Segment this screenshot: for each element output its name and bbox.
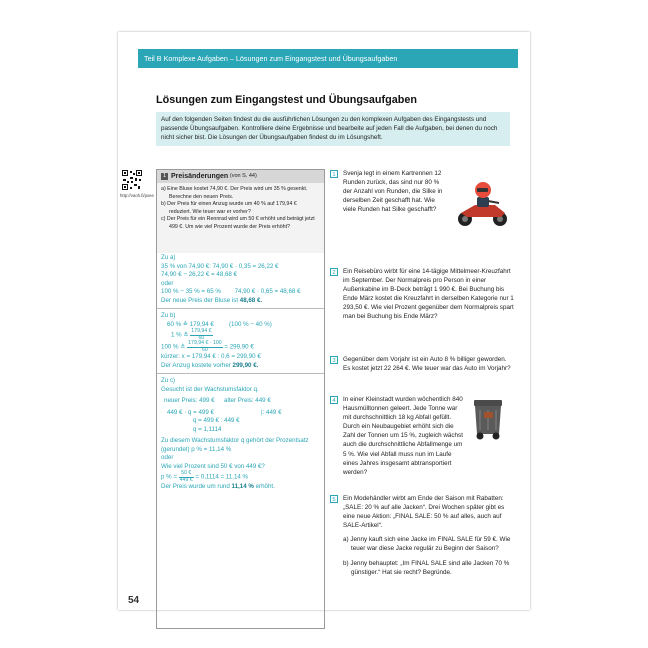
trash-bin-illustration <box>470 398 506 440</box>
answer-text: erhöht. <box>253 483 275 490</box>
solution-c-line: Gesucht ist der Wachstumsfaktor q. <box>161 385 259 393</box>
solution-box-header <box>157 170 324 183</box>
equation: 60 % ≙ 179,94 € <box>167 320 214 328</box>
solution-c-line <box>161 471 320 483</box>
qr-link[interactable]: http://vaoh.fi/pxee <box>120 193 154 198</box>
exercise-text: In einer Kleinstadt wurden wöchentlich 840 Hausmülltonnen geleert. Jede Tonne war mit durchschnittlich 18 kg Abfall gefüllt. Durch ein Neubaugebiet erhöht sich die Zahl der Tonnen um 15 %, zugleich wächst auch die durchschnittliche Abfallmenge um 5 %. Wie viel Abfall muss nun im Laufe eines Jahres insgesamt abtransportiert werden? <box>343 396 463 476</box>
page-title: Lösungen zum Eingangstest und Übungsaufgaben <box>156 94 417 106</box>
old-price: alter Preis: 449 € <box>224 397 271 404</box>
answer-text: Der neue Preis der Bluse ist <box>161 296 240 304</box>
exercise-number: 3 <box>330 356 338 364</box>
equation: 1 % ≙ <box>171 331 191 339</box>
new-price: neuer Preis: 499 € <box>164 397 215 404</box>
intro-box: Auf den folgenden Seiten findest du die ausführlichen Lösungen zu den komplexen Aufgaben des Eingangstests und passende Übungsaufgaben. Kontrolliere deine Ergebnisse und bearbeite auf jeden Fall die Aufgaben, bei denen du noch nicht sicher bist. Die Lösungen der Übungsaufgaben findest du im Lösungsheft. <box>156 112 510 146</box>
exercise-subtask-a: a) Jenny kauft sich eine Jacke im FINAL SALE für 59 €. Wie teuer war diese Jacke regulär zu Beginn der Saison? <box>343 536 511 553</box>
solution-b-line: kürzer: x = 179,94 € : 0,6 = 299,90 € <box>161 353 261 360</box>
answer-value: 11,14 % <box>231 483 254 490</box>
solution-a-line: oder <box>161 279 174 287</box>
solution-c-head: Zu c) <box>161 377 176 384</box>
solutions <box>157 254 324 492</box>
exercise-text: Ein Reisebüro wirbt für eine 14-tägige Mittelmeer-Kreuzfahrt im September. Der Normalpreis pro Person in einer Außenkabine im B-Deck beträgt 1 990 €. Bei Buchung bis Ende März kostet die Kreuzfahrt in derselben Kategorie nur 1 293,50 €. Wie viel Prozent gegenüber dem Normalpreis spart man bei Buchung bis Ende März? <box>343 268 514 321</box>
solution-c-line: Wie viel Prozent sind 50 € von 449 €? <box>161 462 265 470</box>
solution-c-line: oder <box>161 454 174 461</box>
exercise-number: 5 <box>330 495 338 503</box>
divider <box>157 308 324 309</box>
solution-c <box>157 377 324 492</box>
task-c: c) Der Preis für ein Rennrad wird um 50 € erhöht und beträgt jetzt 499 €. Um wie viel Prozent wurde der Preis erhöht? <box>161 216 315 230</box>
equation-result: = 0,1114 = 11,14 % <box>193 473 249 481</box>
solution-b-answer <box>161 362 320 371</box>
divider <box>157 373 324 374</box>
numerator: 50 € <box>179 471 194 478</box>
fraction <box>179 471 194 483</box>
solution-a-answer <box>161 297 320 306</box>
exercise-number: 2 <box>330 268 338 276</box>
exercise-5 <box>330 494 515 577</box>
task-b: b) Der Preis für einen Anzug wurde um 40 % auf 179,94 € reduziert. Wie teuer war er vorher? <box>161 201 297 215</box>
solution-b-line <box>161 321 320 330</box>
solution-a-line: 74,90 € − 26,22 € = 48,68 € <box>161 271 238 278</box>
equation-result: = 299,90 € <box>222 343 254 351</box>
denominator: 60 <box>198 334 205 341</box>
exercise-number: 4 <box>330 396 338 404</box>
equation: 100 % ≙ <box>161 343 188 351</box>
qr-code <box>121 169 143 191</box>
denominator: 60 <box>202 346 208 353</box>
task-number: 1 <box>162 173 167 179</box>
exercise-number: 1 <box>330 170 338 178</box>
solution-c-line: Zu diesem Wachstumsfaktor q gehört der Prozentsatz (gerundet) p % = 11,14 % <box>161 437 309 453</box>
solution-a-line: 100 % − 35 % = 65 % 74,90 € · 0,65 = 48,68 € <box>161 288 301 295</box>
exercise-4 <box>330 395 465 477</box>
answer-value: 48,68 €. <box>239 296 263 304</box>
answer-text: Der Anzug kostete vorher <box>161 361 233 369</box>
exercise-text: Svenja legt in einem Kartrennen 12 Runden zurück, das sind nur 80 % der Anzahl von Runden, die Silke in derselben Zeit geschafft hat. Wie viele Runden hat Silke geschafft? <box>343 170 443 214</box>
book-page <box>118 32 530 610</box>
exercise-text: Gegenüber dem Vorjahr ist ein Auto 8 % billiger geworden. Es kostet jetzt 22 264 €. Wie teuer war das Auto im Vorjahr? <box>343 356 511 373</box>
task-list <box>157 183 324 253</box>
exercise-subtask-b: b) Jenny behauptet: „Im FINAL SALE sind alle Jacken 70 % günstiger.“ Hat sie recht? Begründe. <box>343 559 510 576</box>
solution-a <box>157 254 324 305</box>
solution-heading: Preisänderungen <box>171 173 229 180</box>
solution-b <box>157 312 324 370</box>
solution-c-line: q = 1,1114 <box>193 425 222 433</box>
numerator: 179,94 € · 100 <box>188 340 222 346</box>
answer-text: Der Preis wurde um rund <box>161 483 232 490</box>
answer-value: 299,90 €. <box>232 361 259 369</box>
equation-note: (100 % − 40 %) <box>229 320 272 328</box>
solution-c-line <box>161 409 320 418</box>
fraction <box>187 341 222 353</box>
solution-heading-ref: (von S. 44) <box>229 173 257 179</box>
section-header: Teil B Komplexe Aufgaben – Lösungen zum Eingangstest und Übungsaufgaben <box>138 49 518 68</box>
solution-b-line <box>161 329 320 341</box>
page-number: 54 <box>128 595 140 606</box>
solution-a-line: 35 % von 74,90 €: 74,90 € · 0,35 = 26,22 € <box>161 262 279 270</box>
denominator: 449 € <box>179 476 193 483</box>
exercise-1 <box>330 169 448 214</box>
solution-a-head: Zu a) <box>161 254 176 261</box>
exercise-text: Ein Modehändler wirbt am Ende der Saison mit Rabatten: „SALE: 20 % auf alle Jacken“. Drei Wochen später gibt es eine neue Aktion: „FINAL SALE: 50 % auf alles, auch auf SALE-Artikel“. <box>343 495 505 530</box>
equation-note: |: 449 € <box>261 408 282 416</box>
task-a: a) Eine Bluse kostet 74,90 €. Der Preis wird um 35 % gesenkt. Berechne den neuen Preis. <box>161 186 308 200</box>
go-kart-illustration <box>455 179 510 229</box>
solution-box <box>156 169 325 629</box>
solution-b-head: Zu b) <box>161 312 176 319</box>
equation: p % = <box>161 473 179 481</box>
solution-c-line: q = 499 € : 449 € <box>193 417 240 424</box>
solution-c-line <box>161 397 320 406</box>
exercise-3 <box>330 355 515 373</box>
exercise-2 <box>330 267 515 322</box>
solution-c-answer <box>161 483 320 492</box>
numerator: 179,94 € <box>191 328 212 334</box>
solution-b-line <box>161 341 320 353</box>
equation: 449 € · q = 499 € <box>167 408 214 416</box>
